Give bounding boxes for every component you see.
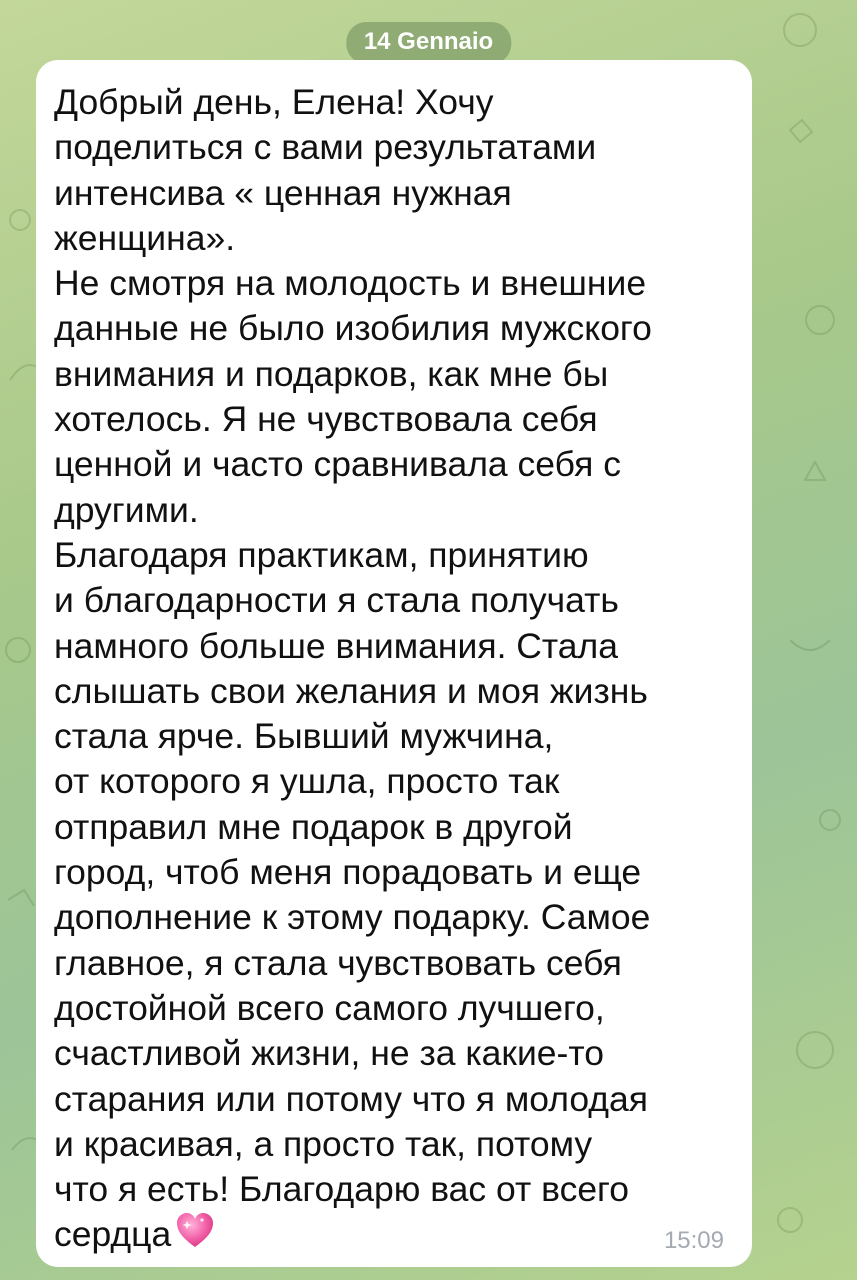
sparkling-heart-icon: [175, 1212, 215, 1261]
message-text: [54, 80, 732, 1262]
date-separator: 14 Gennaio: [346, 22, 511, 64]
message-body: Добрый день, Елена! Хочу поделиться с вами результатами интенсива « ценная нужная женщина». Не смотря на молодость и внешние данные не было изобилия мужского внимания и подарков, как мне бы хотелось. Я не чувствовала себя ценной и часто сравнивала себя с другими. Благодаря практикам, принятию и благодарности я стала получать намного больше внимания. Стала слышать свои желания и моя жизнь стала ярче. Бывший мужчина, от которого я ушла, просто так отправил мне подарок в другой город, чтоб меня порадовать и еще дополнение к этому подарку. Самое главное, я стала чувствовать себя достойной всего самого лучшего, счастливой жизни, не за какие-то старания или потому что я молодая и красивая, а просто так, потому что я есть! Благодарю вас от всего сердца: [54, 82, 652, 1255]
message-bubble[interactable]: [36, 60, 752, 1267]
message-timestamp: 15:09: [663, 1227, 724, 1254]
